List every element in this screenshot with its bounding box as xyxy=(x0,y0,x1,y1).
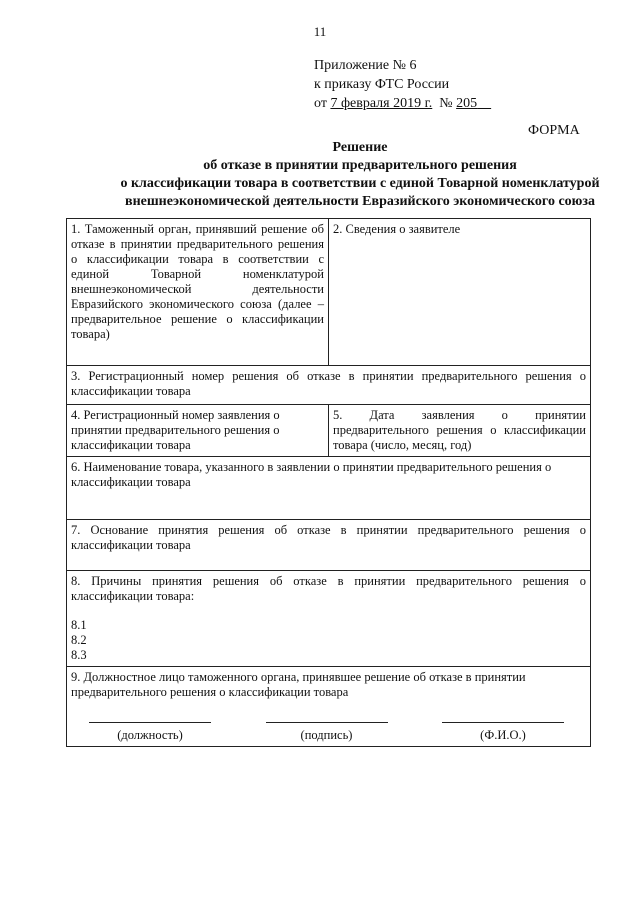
refusal-reason-item: 8.2 xyxy=(71,633,87,647)
name-line[interactable] xyxy=(442,722,564,723)
appendix-number: 205 xyxy=(456,96,478,111)
refusal-reason-item: 8.1 xyxy=(71,618,87,632)
field-application-number[interactable]: 4. Регистрационный номер заявления о принятии предварительного решения о классификации товара xyxy=(67,405,329,457)
title-line-2: об отказе в принятии предварительного решения xyxy=(203,158,517,173)
title-line-1: Решение xyxy=(332,140,388,155)
signature-sign xyxy=(266,722,388,743)
refusal-reason-item: 8.3 xyxy=(71,648,87,662)
field-decision-number[interactable]: 3. Регистрационный номер решения об отказе в принятии предварительного решения о классификации товара xyxy=(67,366,591,405)
form-label: ФОРМА xyxy=(528,123,580,138)
field-applicant-info[interactable]: 2. Сведения о заявителе xyxy=(329,219,591,366)
signature-position xyxy=(89,722,211,743)
signature-name xyxy=(442,722,564,743)
field-goods-name[interactable]: 6. Наименование товара, указанного в заявлении о принятии предварительного решения о классификации товара xyxy=(67,457,591,520)
title-line-3: о классификации товара в соответствии с единой Товарной номенклатурой xyxy=(120,176,600,191)
signature-row xyxy=(71,722,586,743)
official-label: 9. Должностное лицо таможенного органа, принявшее решение об отказе в принятии предварительного решения о классификации товара xyxy=(71,670,526,699)
page-number: 11 xyxy=(313,24,327,39)
field-refusal-reasons[interactable] xyxy=(67,571,591,667)
appendix-from-prefix: от xyxy=(314,96,327,111)
field-refusal-basis[interactable]: 7. Основание принятия решения об отказе в принятии предварительного решения о классификации товара xyxy=(67,520,591,571)
appendix-number-prefix: № xyxy=(439,96,453,111)
appendix-date-line xyxy=(314,94,491,113)
form-table xyxy=(66,218,591,747)
field-official[interactable] xyxy=(67,667,591,747)
sign-line[interactable] xyxy=(266,722,388,723)
title-line-4: внешнеэкономической деятельности Евразийского экономического союза xyxy=(125,194,595,209)
field-customs-authority[interactable]: 1. Таможенный орган, принявший решение об отказе в принятии предварительного решения о классификации товара в соответствии с единой Товарной номенклатурой внешнеэкономической деятельности Евразийского экономического союза (далее – предварительное решение о классификации товара) xyxy=(67,219,329,366)
field-application-date[interactable]: 5. Дата заявления о принятии предварительного решения о классификации товара (число, месяц, год) xyxy=(329,405,591,457)
refusal-reasons-label: 8. Причины принятия решения об отказе в принятии предварительного решения о классификации товара: xyxy=(71,574,586,603)
document-title xyxy=(60,139,640,211)
name-caption: (Ф.И.О.) xyxy=(480,728,526,742)
appendix-date: 7 февраля 2019 г. xyxy=(330,96,433,111)
appendix-line-1: Приложение № 6 xyxy=(314,58,417,73)
appendix-block xyxy=(314,56,491,113)
position-line[interactable] xyxy=(89,722,211,723)
sign-caption: (подпись) xyxy=(300,728,353,742)
appendix-line-2: к приказу ФТС России xyxy=(314,77,450,92)
position-caption: (должность) xyxy=(117,728,183,742)
